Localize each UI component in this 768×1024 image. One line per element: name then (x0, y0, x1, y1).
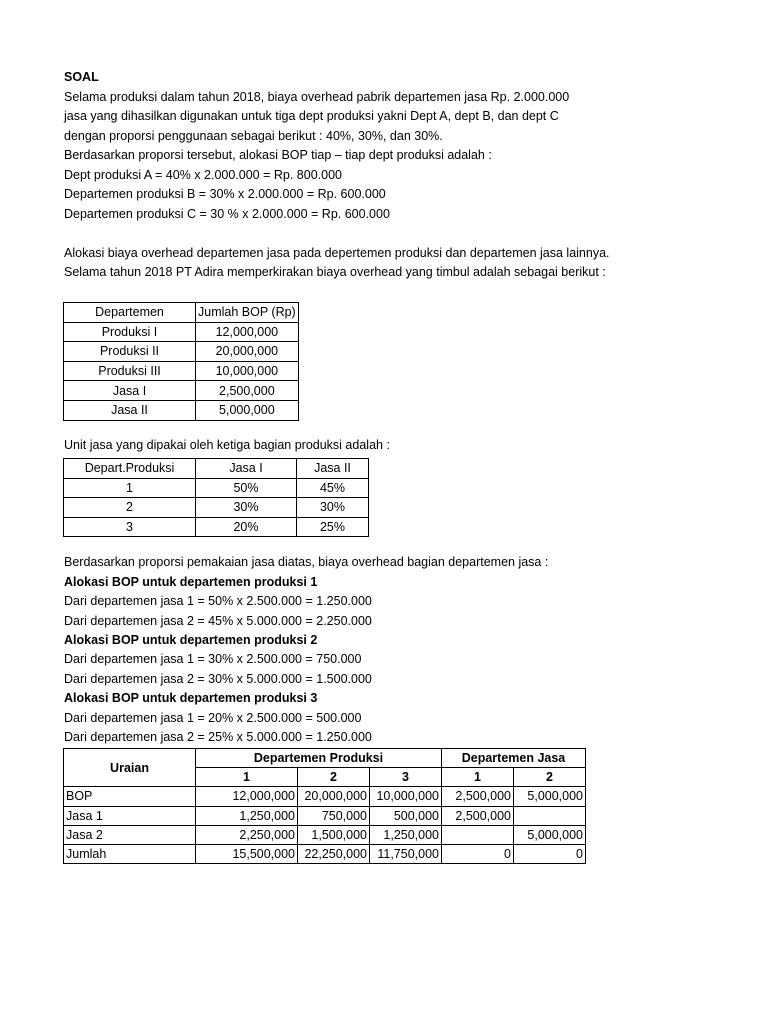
table-cell: 750,000 (298, 806, 370, 825)
table-header-jasa: Departemen Jasa (442, 749, 586, 768)
table-subheader: 2 (298, 768, 370, 787)
table-cell: 45% (297, 478, 369, 498)
table-row (64, 825, 586, 844)
table-row (64, 322, 299, 342)
table-cell: 0 (442, 844, 514, 863)
table-row (64, 806, 586, 825)
unit-table-caption: Unit jasa yang dipakai oleh ketiga bagian produksi adalah : (64, 438, 390, 452)
allocation-intro: Berdasarkan proporsi pemakaian jasa diatas, biaya overhead bagian departemen jasa : (64, 555, 549, 569)
intro-line-1: Selama produksi dalam tahun 2018, biaya overhead pabrik departemen jasa Rp. 2.000.000 (64, 90, 570, 104)
table-subheader: 1 (196, 768, 298, 787)
table-header-produksi: Departemen Produksi (196, 749, 442, 768)
unit-table (63, 458, 369, 537)
allocation-line: Dari departemen jasa 1 = 30% x 2.500.000 = 750.000 (64, 652, 362, 666)
table-cell: 10,000,000 (370, 787, 442, 806)
table-cell: Jasa 1 (64, 806, 196, 825)
allocation-line: Dari departemen jasa 1 = 50% x 2.500.000 = 1.250.000 (64, 594, 372, 608)
table-header-uraian: Uraian (64, 749, 196, 787)
doc-title: SOAL (64, 70, 99, 84)
bop-table (63, 302, 299, 421)
intro-line-2: jasa yang dihasilkan digunakan untuk tiga dept produksi yakni Dept A, dept B, dan dept C (64, 109, 559, 123)
table-header: Jumlah BOP (Rp) (196, 303, 299, 323)
table-row (64, 478, 369, 498)
table-cell: 1,500,000 (298, 825, 370, 844)
allocation-heading-3: Alokasi BOP untuk departemen produksi 3 (64, 691, 318, 705)
table-cell: Jumlah (64, 844, 196, 863)
intro-line-3: dengan proporsi penggunaan sebagai berikut : 40%, 30%, dan 30%. (64, 129, 443, 143)
table-cell: 1,250,000 (370, 825, 442, 844)
table-cell: 10,000,000 (196, 361, 299, 381)
allocation-heading-2: Alokasi BOP untuk departemen produksi 2 (64, 633, 318, 647)
table-cell: 1 (64, 478, 196, 498)
table-cell: Jasa I (64, 381, 196, 401)
intro-line-6: Departemen produksi B = 30% x 2.000.000 = Rp. 600.000 (64, 187, 386, 201)
table-cell: 3 (64, 517, 196, 537)
table-cell: 50% (196, 478, 297, 498)
table-row (64, 381, 299, 401)
table-cell: 20% (196, 517, 297, 537)
table-cell: 2 (64, 498, 196, 518)
table-cell (442, 825, 514, 844)
table-cell: 20,000,000 (298, 787, 370, 806)
table-row (64, 498, 369, 518)
table-cell: Jasa 2 (64, 825, 196, 844)
summary-table (63, 748, 586, 864)
intro-line-5: Dept produksi A = 40% x 2.000.000 = Rp. 800.000 (64, 168, 342, 182)
table-cell: 15,500,000 (196, 844, 298, 863)
table-cell: Produksi III (64, 361, 196, 381)
table-cell: 0 (514, 844, 586, 863)
table-cell: 25% (297, 517, 369, 537)
table-cell: Jasa II (64, 400, 196, 420)
table-cell: 30% (297, 498, 369, 518)
table-header: Jasa I (196, 459, 297, 479)
table-header-row (64, 303, 299, 323)
table-cell: 2,500,000 (442, 806, 514, 825)
table-header-row (64, 749, 586, 768)
table-cell: 12,000,000 (196, 322, 299, 342)
table-cell: 5,000,000 (514, 825, 586, 844)
table-cell: Produksi I (64, 322, 196, 342)
table-header-row (64, 459, 369, 479)
table-cell: 2,500,000 (196, 381, 299, 401)
table-cell: 5,000,000 (196, 400, 299, 420)
table-cell: 30% (196, 498, 297, 518)
table-subheader: 2 (514, 768, 586, 787)
table-row (64, 400, 299, 420)
table-cell: BOP (64, 787, 196, 806)
allocation-heading-1: Alokasi BOP untuk departemen produksi 1 (64, 575, 318, 589)
table-header: Jasa II (297, 459, 369, 479)
table-cell (514, 806, 586, 825)
table-subheader: 1 (442, 768, 514, 787)
table-subheader: 3 (370, 768, 442, 787)
table-row (64, 361, 299, 381)
section2-line-2: Selama tahun 2018 PT Adira memperkirakan biaya overhead yang timbul adalah sebagai berikut : (64, 265, 606, 279)
intro-line-7: Departemen produksi C = 30 % x 2.000.000 = Rp. 600.000 (64, 207, 390, 221)
table-cell: 12,000,000 (196, 787, 298, 806)
table-cell: 500,000 (370, 806, 442, 825)
table-cell: 2,250,000 (196, 825, 298, 844)
allocation-line: Dari departemen jasa 2 = 25% x 5.000.000 = 1.250.000 (64, 730, 372, 744)
section2-line-1: Alokasi biaya overhead departemen jasa pada depertemen produksi dan departemen jasa lainnya. (64, 246, 610, 260)
table-cell: 5,000,000 (514, 787, 586, 806)
allocation-line: Dari departemen jasa 2 = 45% x 5.000.000 = 2.250.000 (64, 614, 372, 628)
allocation-line: Dari departemen jasa 2 = 30% x 5.000.000 = 1.500.000 (64, 672, 372, 686)
table-cell: 11,750,000 (370, 844, 442, 863)
table-cell: Produksi II (64, 342, 196, 362)
table-row (64, 787, 586, 806)
table-row (64, 342, 299, 362)
table-row (64, 517, 369, 537)
table-cell: 20,000,000 (196, 342, 299, 362)
intro-line-4: Berdasarkan proporsi tersebut, alokasi BOP tiap – tiap dept produksi adalah : (64, 148, 492, 162)
table-cell: 2,500,000 (442, 787, 514, 806)
table-cell: 22,250,000 (298, 844, 370, 863)
table-header: Departemen (64, 303, 196, 323)
allocation-line: Dari departemen jasa 1 = 20% x 2.500.000 = 500.000 (64, 711, 362, 725)
table-header: Depart.Produksi (64, 459, 196, 479)
table-row (64, 844, 586, 863)
table-cell: 1,250,000 (196, 806, 298, 825)
